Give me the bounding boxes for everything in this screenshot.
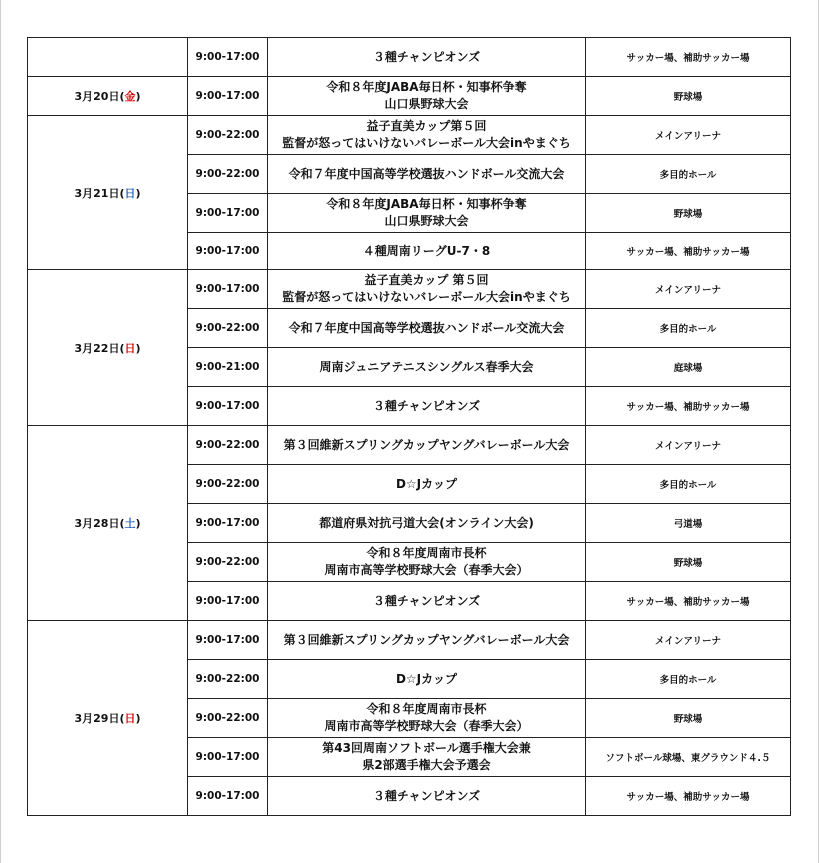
event-line: 益子直美カップ第５回 — [366, 119, 487, 133]
event-line: ３種チャンピオンズ — [372, 49, 481, 64]
venue-cell: メインアリーナ — [586, 270, 791, 309]
venue-cell: 野球場 — [586, 194, 791, 233]
event-cell — [268, 621, 586, 660]
time-cell: 9:00-17:00 — [188, 233, 268, 270]
table-row — [28, 116, 791, 155]
event-line: 第３回維新スプリングカップヤングバレーボール大会 — [283, 632, 570, 647]
date-close-paren: ) — [135, 517, 141, 530]
event-cell — [268, 116, 586, 155]
event-cell — [268, 465, 586, 504]
venue-cell: 多目的ホール — [586, 465, 791, 504]
event-cell — [268, 233, 586, 270]
event-line: 第３回維新スプリングカップヤングバレーボール大会 — [283, 437, 570, 452]
weekday-label: 日 — [124, 341, 136, 355]
event-cell — [268, 387, 586, 426]
date-cell — [28, 426, 188, 621]
time-cell: 9:00-22:00 — [188, 309, 268, 348]
date-cell — [28, 116, 188, 270]
date-cell — [28, 270, 188, 426]
venue-cell: 野球場 — [586, 77, 791, 116]
table-row — [28, 621, 791, 660]
table-row — [28, 426, 791, 465]
event-line: 山口県野球大会 — [384, 214, 469, 228]
event-cell — [268, 426, 586, 465]
date-close-paren: ) — [135, 341, 141, 355]
venue-cell: 弓道場 — [586, 504, 791, 543]
time-cell: 9:00-22:00 — [188, 465, 268, 504]
date-close-paren: ) — [135, 712, 141, 725]
time-cell: 9:00-17:00 — [188, 387, 268, 426]
time-cell: 9:00-21:00 — [188, 348, 268, 387]
event-line: ３種チャンピオンズ — [372, 398, 481, 413]
time-cell: 9:00-22:00 — [188, 155, 268, 194]
date-close-paren: ) — [135, 186, 141, 200]
date-cell — [28, 38, 188, 77]
event-line: ３種チャンピオンズ — [372, 593, 481, 608]
time-cell: 9:00-22:00 — [188, 116, 268, 155]
event-cell — [268, 194, 586, 233]
date-close-paren: ) — [135, 90, 141, 103]
event-cell — [268, 155, 586, 194]
event-cell — [268, 38, 586, 77]
event-cell — [268, 777, 586, 816]
event-line: 監督が怒ってはいけないバレーボール大会inやまぐち — [282, 136, 571, 150]
event-cell — [268, 270, 586, 309]
weekday-label: 土 — [124, 517, 136, 530]
event-line: 令和７年度中国高等学校選抜ハンドボール交流大会 — [288, 166, 565, 181]
time-cell: 9:00-17:00 — [188, 777, 268, 816]
event-cell — [268, 309, 586, 348]
event-line: 益子直美カップ 第５回 — [364, 273, 489, 287]
time-cell: 9:00-17:00 — [188, 77, 268, 116]
venue-cell: 多目的ホール — [586, 309, 791, 348]
event-line: 令和８年度JABA毎日杯・知事杯争奪 — [326, 80, 527, 94]
event-cell — [268, 348, 586, 387]
venue-cell: メインアリーナ — [586, 116, 791, 155]
event-line: 周南市高等学校野球大会（春季大会） — [324, 563, 529, 577]
time-cell: 9:00-17:00 — [188, 621, 268, 660]
table-row — [28, 270, 791, 309]
venue-cell: メインアリーナ — [586, 621, 791, 660]
venue-cell: サッカー場、補助サッカー場 — [586, 582, 791, 621]
event-line: 山口県野球大会 — [384, 97, 469, 111]
event-line: 周南市高等学校野球大会（春季大会） — [324, 719, 529, 733]
schedule-body — [28, 38, 791, 816]
event-line: 令和８年度周南市長杯 — [366, 702, 487, 716]
venue-cell: 多目的ホール — [586, 155, 791, 194]
event-line: 令和８年度JABA毎日杯・知事杯争奪 — [326, 197, 527, 211]
time-cell: 9:00-17:00 — [188, 270, 268, 309]
venue-cell: 野球場 — [586, 699, 791, 738]
venue-cell: サッカー場、補助サッカー場 — [586, 233, 791, 270]
event-cell — [268, 582, 586, 621]
time-cell: 9:00-22:00 — [188, 699, 268, 738]
event-line: ４種周南リーグU-7・8 — [362, 243, 491, 258]
event-cell — [268, 738, 586, 777]
venue-cell: サッカー場、補助サッカー場 — [586, 777, 791, 816]
event-line: 県2部選手権大会予選会 — [362, 758, 491, 772]
time-cell: 9:00-22:00 — [188, 543, 268, 582]
event-line: 監督が怒ってはいけないバレーボール大会inやまぐち — [282, 290, 571, 304]
venue-cell: サッカー場、補助サッカー場 — [586, 38, 791, 77]
date-label: 3月29日( — [74, 712, 125, 725]
time-cell: 9:00-17:00 — [188, 738, 268, 777]
schedule-table — [27, 37, 791, 816]
event-line: D☆Jカップ — [395, 476, 458, 491]
event-line: ３種チャンピオンズ — [372, 788, 481, 803]
table-row — [28, 77, 791, 116]
time-cell: 9:00-17:00 — [188, 38, 268, 77]
date-label: 3月20日( — [74, 90, 125, 103]
event-cell — [268, 699, 586, 738]
event-line: 第43回周南ソフトボール選手権大会兼 — [322, 741, 531, 755]
date-label: 3月22日( — [74, 341, 125, 355]
event-line: 都道府県対抗弓道大会(オンライン大会) — [319, 515, 534, 530]
venue-cell: 庭球場 — [586, 348, 791, 387]
time-cell: 9:00-22:00 — [188, 426, 268, 465]
event-line: 令和７年度中国高等学校選抜ハンドボール交流大会 — [288, 320, 565, 335]
event-cell — [268, 543, 586, 582]
event-line: D☆Jカップ — [395, 671, 458, 686]
time-cell: 9:00-22:00 — [188, 660, 268, 699]
table-row — [28, 38, 791, 77]
date-label: 3月28日( — [74, 517, 125, 530]
date-label: 3月21日( — [74, 186, 125, 200]
time-cell: 9:00-17:00 — [188, 194, 268, 233]
event-line: 令和８年度周南市長杯 — [366, 546, 487, 560]
event-line: 周南ジュニアテニスシングルス春季大会 — [319, 359, 534, 374]
page-left-border — [0, 0, 1, 863]
weekday-label: 日 — [124, 186, 136, 200]
weekday-label: 金 — [124, 90, 136, 103]
venue-cell: ソフトボール球場、東グラウンド４.５ — [586, 738, 791, 777]
event-cell — [268, 504, 586, 543]
venue-cell: サッカー場、補助サッカー場 — [586, 387, 791, 426]
event-cell — [268, 77, 586, 116]
venue-cell: メインアリーナ — [586, 426, 791, 465]
event-cell — [268, 660, 586, 699]
date-cell — [28, 621, 188, 816]
date-cell — [28, 77, 188, 116]
venue-cell: 多目的ホール — [586, 660, 791, 699]
venue-cell: 野球場 — [586, 543, 791, 582]
time-cell: 9:00-17:00 — [188, 582, 268, 621]
time-cell: 9:00-17:00 — [188, 504, 268, 543]
weekday-label: 日 — [124, 712, 136, 725]
